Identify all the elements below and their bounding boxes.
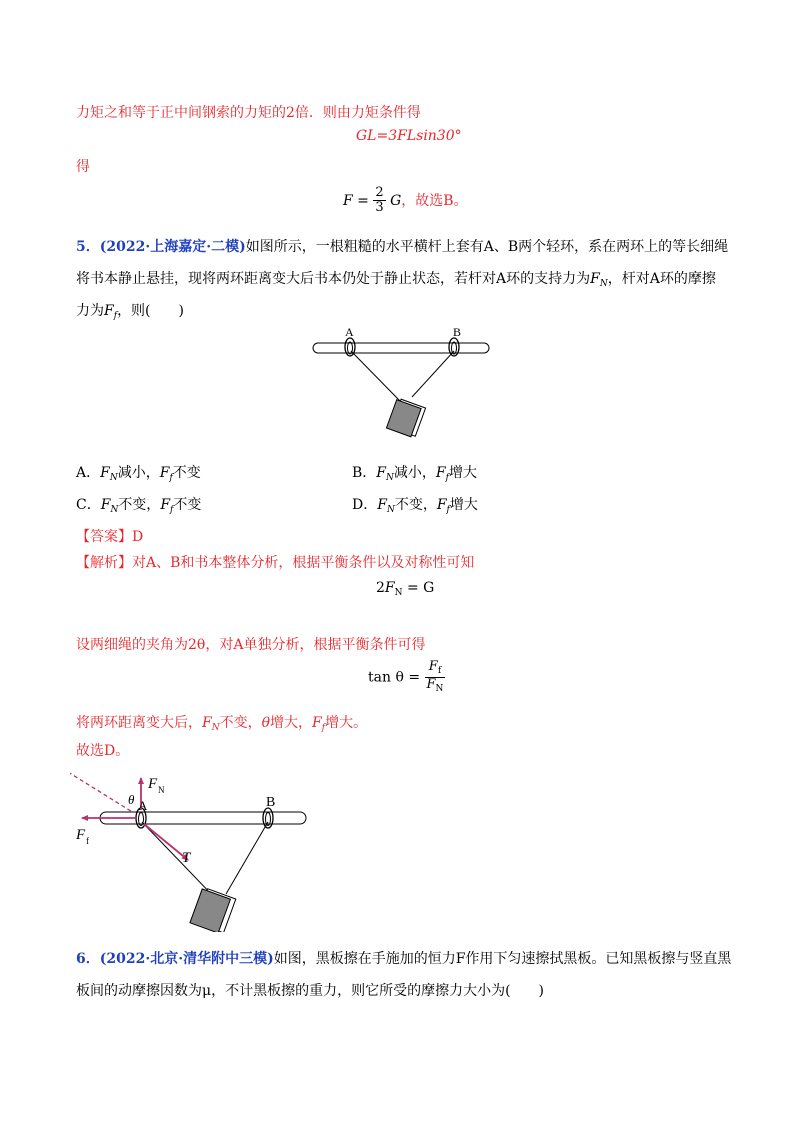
question-source: (2022·北京·清华附中三模) (99, 951, 274, 967)
force-analysis-figure (70, 766, 320, 932)
equation-2fn-g: $2F_N = G$ (376, 580, 435, 598)
question-source: (2022·上海嘉定·二模) (99, 239, 246, 255)
svg-text:f: f (86, 836, 89, 846)
option-a: A．$F_N$减小，$F_f$不变 (76, 465, 201, 483)
ring-b-label: B (266, 795, 276, 810)
force-equation: F = $\frac{2}{3}$ G，故选B。 (343, 185, 468, 216)
question-5-line-1: 5．(2022·上海嘉定·二模)如图所示，一根粗糙的水平横杆上套有A、B两个轻环，系在两环上的等长细绳 (76, 239, 729, 255)
choose-d: 故选D。 (76, 743, 130, 759)
choose-b: ，故选B。 (401, 192, 468, 209)
answer: 【答案】D (76, 529, 144, 545)
solution-de: 得 (76, 159, 90, 175)
question-6-line-2: 板间的动摩擦因数为μ，不计黑板擦的重力，则它所受的摩擦力大小为( ) (76, 983, 545, 999)
fn-label: F (148, 776, 158, 792)
question-5-line-2: 将书本静止悬挂，现将两环距离变大后书本仍处于静止状态，若杆对A环的支持力为$F_N$，杆对A环的摩擦 (76, 271, 716, 289)
equation-tan-theta: tan θ = $\frac{F_f}{F_N}$ (368, 659, 444, 694)
ring-a-label: A (345, 325, 354, 339)
solution-line: 力矩之和等于正中间钢索的力矩的2倍．则由力矩条件得 (76, 105, 421, 121)
ring-b-label: B (453, 325, 462, 339)
question-5-line-3: 力为$F_f$，则( ) (76, 303, 184, 321)
ff-label: F (76, 827, 86, 843)
question-6-line-1: 6．(2022·北京·清华附中三模)如图，黑板擦在手施加的恒力F作用下匀速擦拭黑板。已知黑板擦与竖直黑 (76, 951, 732, 967)
analysis-line-1: 【解析】对A、B和书本整体分析，根据平衡条件以及对称性可知 (76, 555, 475, 571)
option-b: B．$F_N$减小，$F_f$增大 (352, 465, 477, 483)
moment-equation: GL=3FLsin30° (356, 128, 462, 144)
option-d: D．$F_N$不变，$F_f$增大 (352, 497, 478, 515)
rings-figure (310, 324, 492, 442)
analysis-line-2: 设两细绳的夹角为2θ，对A单独分析，根据平衡条件可得 (76, 637, 426, 653)
theta-label: θ (128, 792, 135, 807)
svg-text:N: N (158, 785, 165, 795)
ring-a-label: A (138, 798, 148, 813)
analysis-line-3: 将两环距离变大后，$F_N$不变，θ增大，$F_f$增大。 (76, 715, 368, 733)
tension-label: T (182, 850, 191, 866)
option-c: C．$F_N$不变，$F_f$不变 (76, 497, 202, 515)
